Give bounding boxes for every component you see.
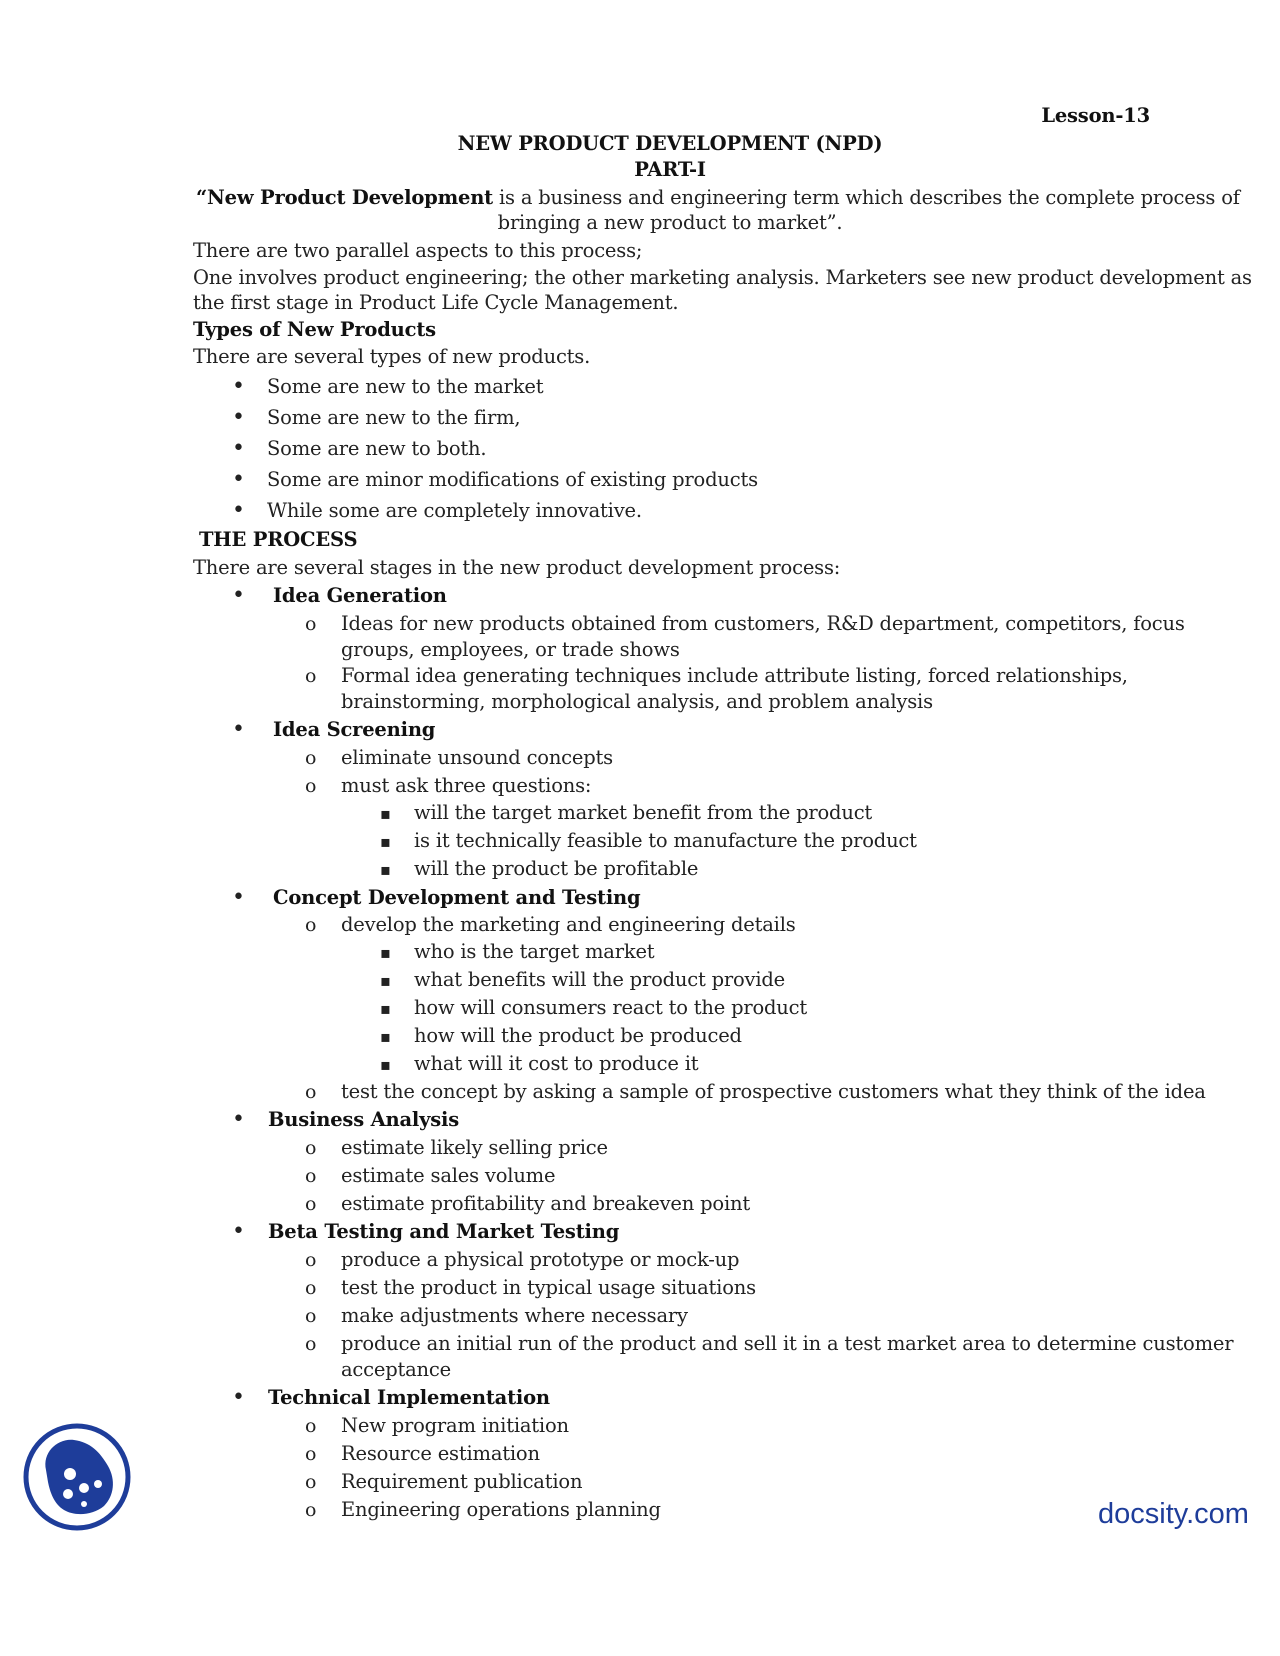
- list-item: test the product in typical usage situations: [341, 1276, 756, 1299]
- circle-bullet-icon: [305, 1304, 316, 1328]
- circle-bullet-icon: [305, 1414, 316, 1438]
- circle-bullet-icon: [305, 1136, 316, 1160]
- list-item: produce an initial run of the product and sell it in a test market area to determine customer: [341, 1332, 1234, 1355]
- list-item: estimate profitability and breakeven point: [341, 1192, 750, 1215]
- bullet-icon: [232, 1220, 245, 1244]
- list-item: Resource estimation: [341, 1442, 540, 1465]
- list-item: how will the product be produced: [414, 1024, 742, 1047]
- bullet-icon: [232, 499, 245, 523]
- list-item: Ideas for new products obtained from customers, R&D department, competitors, focus: [341, 612, 1185, 635]
- list-item-continuation: groups, employees, or trade shows: [341, 638, 680, 661]
- types-heading: Types of New Products: [193, 318, 436, 341]
- list-item: must ask three questions:: [341, 774, 592, 797]
- circle-bullet-icon: [305, 1164, 316, 1188]
- open-quote: “: [196, 186, 208, 209]
- list-item: what will it cost to produce it: [414, 1052, 699, 1075]
- list-item: Some are new to the firm,: [267, 406, 521, 429]
- circle-bullet-icon: [305, 664, 316, 688]
- circle-bullet-icon: [305, 1080, 316, 1104]
- bullet-icon: [232, 468, 245, 492]
- bullet-icon: [232, 375, 245, 399]
- list-item: is it technically feasible to manufacture the product: [414, 829, 917, 852]
- circle-bullet-icon: [305, 1442, 316, 1466]
- square-bullet-icon: [380, 801, 391, 826]
- square-bullet-icon: [380, 1024, 391, 1049]
- lesson-number: Lesson-13: [1041, 104, 1150, 127]
- square-bullet-icon: [380, 940, 391, 965]
- intro-paragraph-2-line-1: One involves product engineering; the other marketing analysis. Marketers see new product development as: [193, 266, 1252, 289]
- list-item: who is the target market: [414, 940, 655, 963]
- circle-bullet-icon: [305, 746, 316, 770]
- bullet-icon: [232, 718, 245, 742]
- list-item: eliminate unsound concepts: [341, 746, 613, 769]
- docsity-watermark[interactable]: docsity.com: [1098, 1498, 1249, 1530]
- bullet-icon: [232, 437, 245, 461]
- list-item: produce a physical prototype or mock-up: [341, 1248, 740, 1271]
- list-item: test the concept by asking a sample of prospective customers what they think of the idea: [341, 1080, 1206, 1103]
- list-item: While some are completely innovative.: [267, 499, 642, 522]
- circle-bullet-icon: [305, 1192, 316, 1216]
- stage-title-concept-development: Concept Development and Testing: [273, 886, 641, 909]
- bullet-icon: [232, 1386, 245, 1410]
- intro-paragraph-1: There are two parallel aspects to this process;: [193, 239, 643, 262]
- process-lead: There are several stages in the new product development process:: [193, 556, 841, 579]
- list-item: New program initiation: [341, 1414, 569, 1437]
- circle-bullet-icon: [305, 612, 316, 636]
- stage-title-technical-implementation: Technical Implementation: [268, 1386, 550, 1409]
- list-item: estimate sales volume: [341, 1164, 556, 1187]
- definition-line-2: bringing a new product to market”.: [497, 211, 843, 234]
- bullet-icon: [232, 886, 245, 910]
- square-bullet-icon: [380, 996, 391, 1021]
- stage-title-beta-testing: Beta Testing and Market Testing: [268, 1220, 620, 1243]
- square-bullet-icon: [380, 857, 391, 882]
- list-item: will the product be profitable: [414, 857, 699, 880]
- circle-bullet-icon: [305, 1248, 316, 1272]
- square-bullet-icon: [380, 968, 391, 993]
- process-heading: THE PROCESS: [199, 528, 358, 551]
- document-title: NEW PRODUCT DEVELOPMENT (NPD): [457, 132, 883, 155]
- bullet-icon: [232, 1108, 245, 1132]
- list-item-continuation: brainstorming, morphological analysis, and problem analysis: [341, 690, 933, 713]
- list-item: how will consumers react to the product: [414, 996, 808, 1019]
- list-item: Requirement publication: [341, 1470, 583, 1493]
- definition-line-1: [196, 186, 1240, 210]
- list-item: will the target market benefit from the product: [414, 801, 873, 824]
- list-item: Some are new to both.: [267, 437, 487, 460]
- definition-text: is a business and engineering term which describes the complete process of: [493, 186, 1240, 209]
- bullet-icon: [232, 406, 245, 430]
- list-item-continuation: acceptance: [341, 1358, 451, 1381]
- circle-bullet-icon: [305, 1470, 316, 1494]
- docsity-logo-icon: [22, 1422, 132, 1532]
- stage-title-idea-generation: Idea Generation: [273, 584, 447, 607]
- square-bullet-icon: [380, 829, 391, 854]
- list-item: estimate likely selling price: [341, 1136, 608, 1159]
- circle-bullet-icon: [305, 1498, 316, 1522]
- list-item: Some are new to the market: [267, 375, 544, 398]
- list-item: Engineering operations planning: [341, 1498, 661, 1521]
- types-lead: There are several types of new products.: [193, 345, 591, 368]
- list-item: make adjustments where necessary: [341, 1304, 688, 1327]
- stage-title-business-analysis: Business Analysis: [268, 1108, 460, 1131]
- defined-term: New Product Development: [207, 186, 493, 209]
- list-item: Formal idea generating techniques include attribute listing, forced relationships,: [341, 664, 1128, 687]
- bullet-icon: [232, 584, 245, 608]
- circle-bullet-icon: [305, 1276, 316, 1300]
- list-item: Some are minor modifications of existing products: [267, 468, 758, 491]
- stage-title-idea-screening: Idea Screening: [273, 718, 436, 741]
- part-label: PART-I: [634, 158, 706, 181]
- list-item: what benefits will the product provide: [414, 968, 786, 991]
- list-item: develop the marketing and engineering details: [341, 913, 796, 936]
- circle-bullet-icon: [305, 913, 316, 937]
- square-bullet-icon: [380, 1052, 391, 1077]
- intro-paragraph-2-line-2: the first stage in Product Life Cycle Management.: [193, 291, 679, 314]
- circle-bullet-icon: [305, 774, 316, 798]
- circle-bullet-icon: [305, 1332, 316, 1356]
